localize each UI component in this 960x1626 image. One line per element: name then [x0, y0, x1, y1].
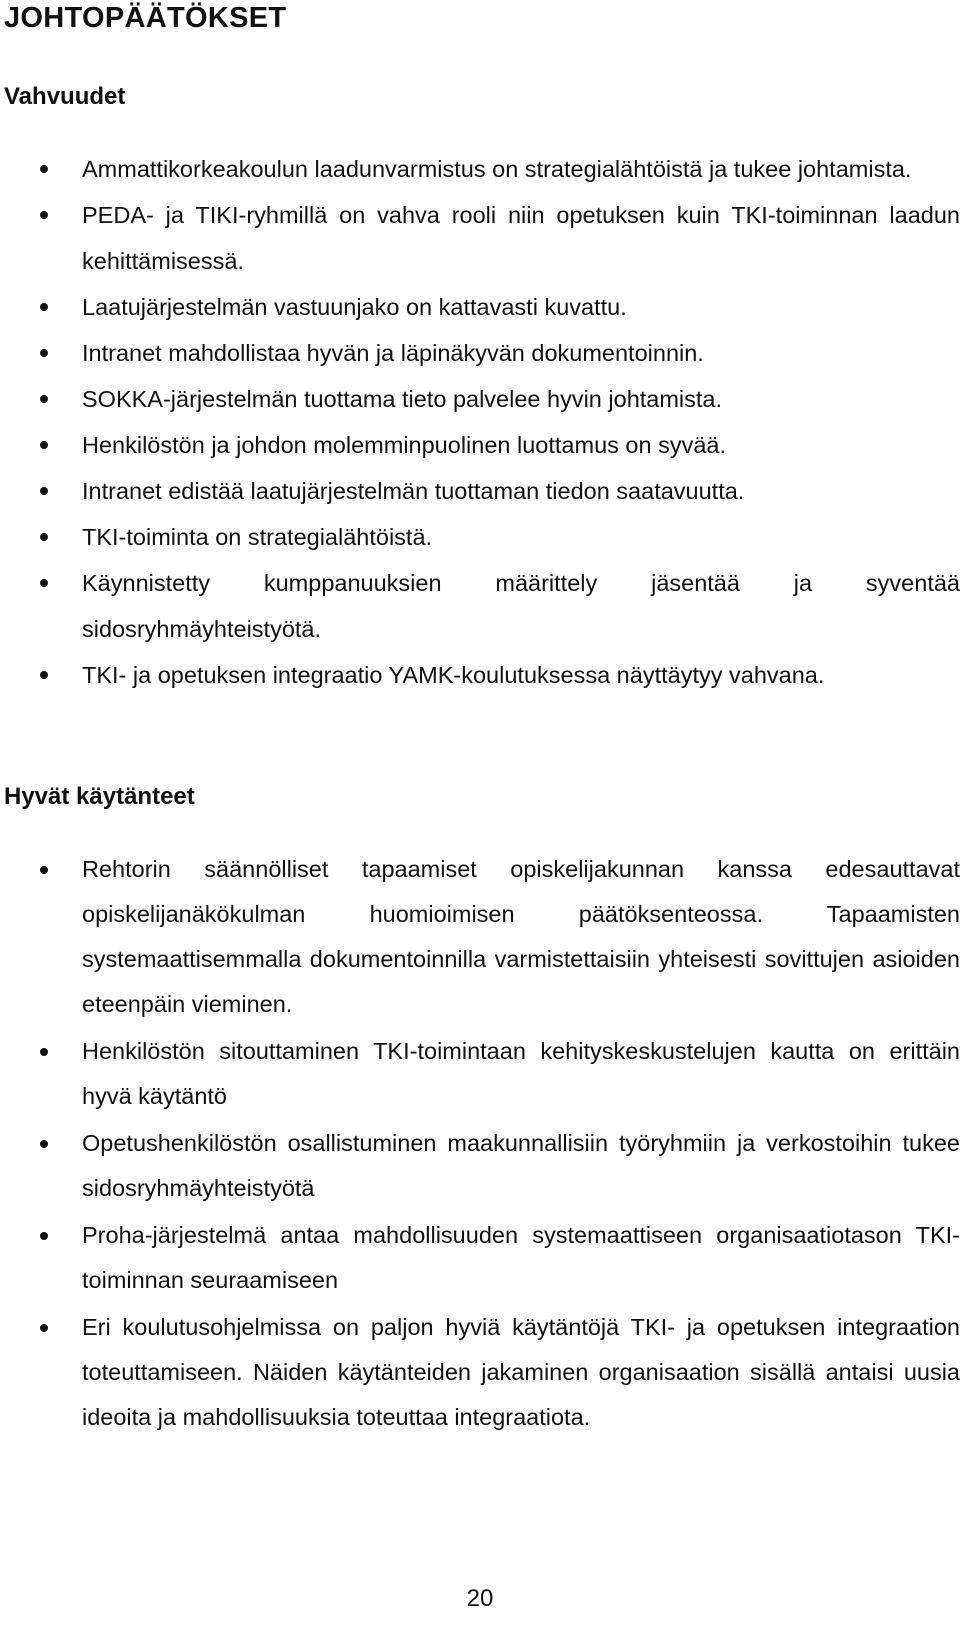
list-item: Rehtorin säännölliset tapaamiset opiskelijakunnan kanssa edesauttavat opiskelijanäkökulman huomioimisen päätöksenteossa. Tapaamisten systemaattisemmalla dokumentoinnilla varmistettaisiin yhteisesti sovittujen asioiden eteenpäin vieminen.: [0, 847, 960, 1027]
list-item: PEDA- ja TIKI-ryhmillä on vahva rooli niin opetuksen kuin TKI-toiminnan laadun kehittämisessä.: [0, 192, 960, 284]
strengths-heading: Vahvuudet: [4, 83, 126, 110]
list-item: TKI- ja opetuksen integraatio YAMK-koulutuksessa näyttäytyy vahvana.: [0, 652, 960, 698]
bullet-icon: [40, 487, 48, 495]
list-item: Eri koulutusohjelmissa on paljon hyviä käytäntöjä TKI- ja opetuksen integraation toteuttamiseen. Näiden käytänteiden jakaminen organisaation sisällä antaisi uusia ideoita ja mahdollisuuksia toteuttaa integraatiota.: [0, 1305, 960, 1440]
practices-heading: Hyvät käytänteet: [4, 783, 195, 810]
bullet-icon: [40, 349, 48, 357]
bullet-icon: [40, 1048, 48, 1056]
page-number: 20: [466, 1585, 494, 1612]
list-item: Laatujärjestelmän vastuunjako on kattavasti kuvattu.: [0, 284, 960, 330]
bullet-icon: [40, 866, 48, 874]
bullet-icon: [40, 211, 48, 219]
bullet-icon: [40, 1232, 48, 1240]
bullet-icon: [40, 165, 48, 173]
bullet-icon: [40, 303, 48, 311]
strengths-list: [0, 146, 960, 698]
list-item: TKI-toiminta on strategialähtöistä.: [0, 514, 960, 560]
list-item: Proha-järjestelmä antaa mahdollisuuden systemaattiseen organisaatiotason TKI-toiminnan seuraamiseen: [0, 1213, 960, 1303]
list-item: Ammattikorkeakoulun laadunvarmistus on strategialähtöistä ja tukee johtamista.: [0, 146, 960, 192]
bullet-icon: [40, 671, 48, 679]
list-item: Opetushenkilöstön osallistuminen maakunnallisiin työryhmiin ja verkostoihin tukee sidosryhmäyhteistyötä: [0, 1121, 960, 1211]
bullet-icon: [40, 441, 48, 449]
page-heading: JOHTOPÄÄTÖKSET: [4, 2, 287, 34]
bullet-icon: [40, 579, 48, 587]
bullet-icon: [40, 1140, 48, 1148]
list-item: Intranet mahdollistaa hyvän ja läpinäkyvän dokumentoinnin.: [0, 330, 960, 376]
list-item: Henkilöstön sitouttaminen TKI-toimintaan kehityskeskustelujen kautta on erittäin hyvä käytäntö: [0, 1029, 960, 1119]
bullet-icon: [40, 1324, 48, 1332]
practices-list: [0, 847, 960, 1442]
list-item: Henkilöstön ja johdon molemminpuolinen luottamus on syvää.: [0, 422, 960, 468]
list-item: SOKKA-järjestelmän tuottama tieto palvelee hyvin johtamista.: [0, 376, 960, 422]
bullet-icon: [40, 533, 48, 541]
bullet-icon: [40, 395, 48, 403]
list-item: Intranet edistää laatujärjestelmän tuottaman tiedon saatavuutta.: [0, 468, 960, 514]
list-item: Käynnistetty kumppanuuksien määrittely jäsentää ja syventää sidosryhmäyhteistyötä.: [0, 560, 960, 652]
